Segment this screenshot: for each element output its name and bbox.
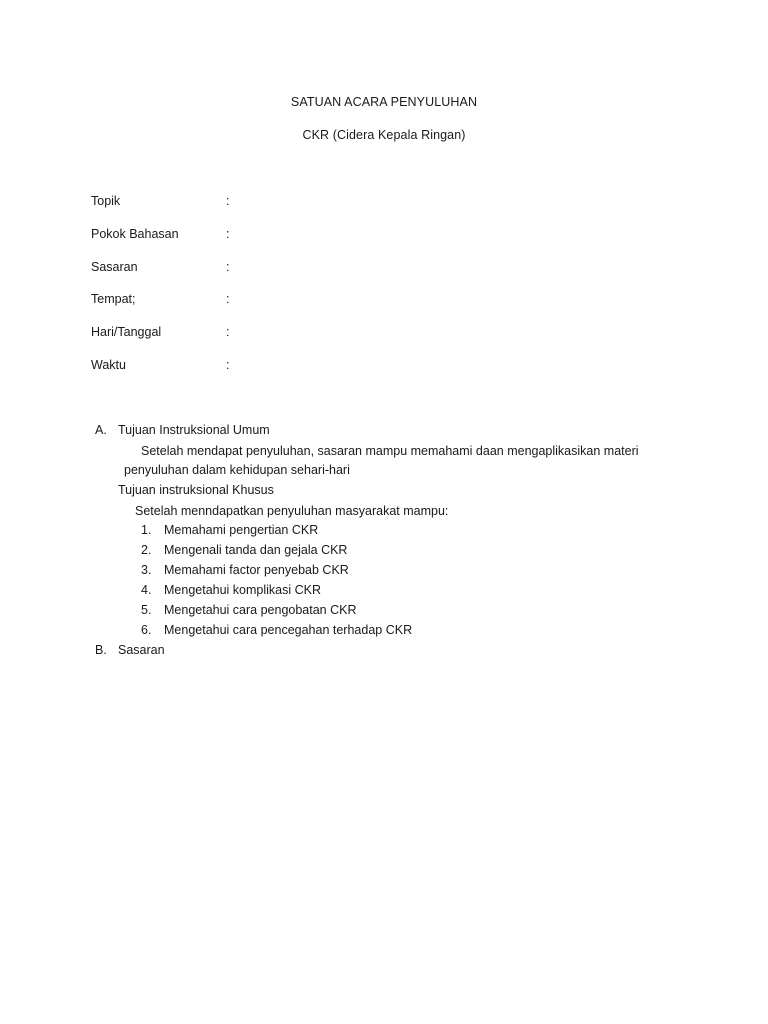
document-title: SATUAN ACARA PENYULUHAN bbox=[290, 95, 478, 109]
section-a-intro: Setelah menndapatkan penyuluhan masyarakat mampu: bbox=[135, 504, 449, 518]
field-label: Topik bbox=[91, 194, 121, 208]
section-a-title: Tujuan Instruksional Umum bbox=[118, 423, 270, 437]
field-colon: : bbox=[226, 325, 230, 339]
list-item-number: 1. bbox=[141, 523, 152, 537]
list-item bbox=[141, 563, 541, 581]
field-colon: : bbox=[226, 194, 230, 208]
field-label: Tempat; bbox=[91, 292, 136, 306]
field-label: Waktu bbox=[91, 358, 126, 372]
list-item-text: Memahami factor penyebab CKR bbox=[164, 563, 349, 577]
field-sasaran bbox=[91, 260, 391, 278]
section-a-paragraph-line1: Setelah mendapat penyuluhan, sasaran mampu memahami daan mengaplikasikan materi bbox=[141, 444, 639, 458]
field-waktu bbox=[91, 358, 391, 376]
list-item-text: Memahami pengertian CKR bbox=[164, 523, 319, 537]
field-colon: : bbox=[226, 292, 230, 306]
section-a-letter: A. bbox=[95, 423, 107, 437]
section-b-letter: B. bbox=[95, 643, 107, 657]
section-a-subtitle: Tujuan instruksional Khusus bbox=[118, 483, 274, 497]
list-item-text: Mengenali tanda dan gejala CKR bbox=[164, 543, 348, 557]
list-item bbox=[141, 523, 541, 541]
list-item bbox=[141, 543, 541, 561]
field-hari-tanggal bbox=[91, 325, 391, 343]
list-item-number: 2. bbox=[141, 543, 152, 557]
field-topik bbox=[91, 194, 391, 212]
section-a-paragraph-line2: penyuluhan dalam kehidupan sehari-hari bbox=[124, 463, 350, 477]
field-colon: : bbox=[226, 227, 230, 241]
field-label: Pokok Bahasan bbox=[91, 227, 179, 241]
list-item-text: Mengetahui cara pencegahan terhadap CKR bbox=[164, 623, 413, 637]
field-colon: : bbox=[226, 260, 230, 274]
list-item-number: 4. bbox=[141, 583, 152, 597]
field-label: Sasaran bbox=[91, 260, 138, 274]
list-item-text: Mengetahui cara pengobatan CKR bbox=[164, 603, 357, 617]
field-label: Hari/Tanggal bbox=[91, 325, 162, 339]
section-b-title: Sasaran bbox=[118, 643, 165, 657]
list-item-number: 6. bbox=[141, 623, 152, 637]
field-colon: : bbox=[226, 358, 230, 372]
field-tempat bbox=[91, 292, 391, 310]
list-item-text: Mengetahui komplikasi CKR bbox=[164, 583, 322, 597]
list-item-number: 5. bbox=[141, 603, 152, 617]
field-pokok-bahasan bbox=[91, 227, 391, 245]
list-item bbox=[141, 623, 541, 641]
list-item bbox=[141, 583, 541, 601]
list-item-number: 3. bbox=[141, 563, 152, 577]
list-item bbox=[141, 603, 541, 621]
document-subtitle: CKR (Cidera Kepala Ringan) bbox=[302, 128, 466, 142]
